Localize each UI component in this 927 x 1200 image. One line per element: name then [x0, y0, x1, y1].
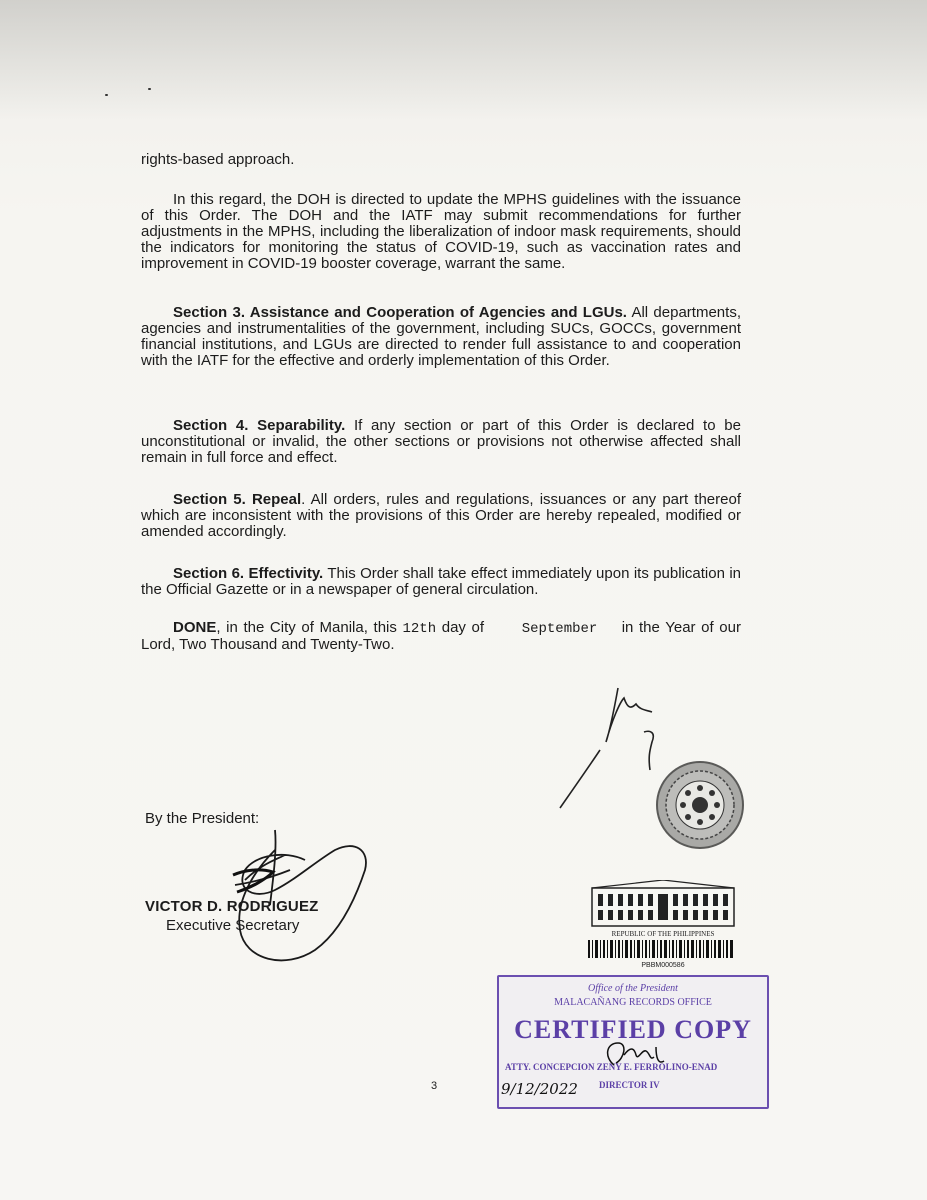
section-3-body: All departments, agencies and instrumentalities of the government, including SUCs, GOCCs, government financial institutions, and LGUs are directed to render full assistance to and cooperation with the IATF for the effective and orderly implementation of this Order.	[141, 304, 741, 369]
section-4-heading: Section 4. Separability.	[173, 417, 346, 434]
section-5	[141, 492, 741, 540]
official-seal	[655, 760, 745, 850]
section-5-body: . All orders, rules and regulations, issuances or any part thereof which are inconsistent with the provisions of this Order are hereby repealed, modified or amended accordingly.	[141, 491, 741, 540]
by-president-label: By the President:	[145, 810, 260, 827]
stamp-office-line: Office of the President	[588, 983, 678, 994]
scan-shadow	[0, 0, 927, 120]
secretary-signature	[215, 810, 385, 980]
continuation-text: rights-based approach.	[141, 151, 295, 168]
section-5-heading: Section 5. Repeal	[173, 491, 302, 508]
section-4	[141, 418, 741, 466]
stamp-attorney-name: ATTY. CONCEPCION ZENY E. FERROLINO-ENAD	[505, 1062, 718, 1072]
stamp-director-title: DIRECTOR IV	[599, 1080, 660, 1090]
scan-speck	[105, 94, 108, 96]
malacanang-building-stamp	[588, 880, 738, 970]
section-6	[141, 566, 741, 598]
done-text-2: day of	[436, 619, 490, 636]
done-day: 12th	[402, 621, 437, 637]
building-caption: REPUBLIC OF THE PHILIPPINES	[611, 930, 715, 938]
done-word: DONE	[173, 619, 217, 636]
barcode-number: PBBM000586	[641, 962, 685, 969]
regard-text: In this regard, the DOH is directed to update the MPHS guidelines with the issuance of this Order. The DOH and the IATF may submit recommendations for further adjustments in the MPHS, including the liberalization of indoor mask requirements, should the indicators for monitoring the status of COVID-19, such as vaccination rates and improvement in COVID-19 booster coverage, warrant the same.	[141, 191, 741, 272]
paragraph-regard	[141, 192, 741, 272]
section-4-body: If any section or part of this Order is declared to be unconstitutional or invalid, the other sections or provisions not otherwise affected shall remain in full force and effect.	[141, 417, 741, 466]
done-text-1: , in the City of Manila, this	[216, 619, 403, 636]
certified-copy-stamp	[497, 975, 769, 1109]
stamp-certified-copy: CERTIFIED COPY	[514, 1015, 752, 1044]
signer-title: Executive Secretary	[166, 917, 300, 934]
page-number: 3	[431, 1080, 438, 1092]
scan-speck	[148, 88, 151, 90]
stamp-signature	[594, 1037, 674, 1072]
handwritten-date	[497, 1072, 587, 1102]
handwritten-date-text: 9/12/2022	[501, 1080, 578, 1098]
section-3-heading: Section 3. Assistance and Cooperation of Agencies and LGUs.	[173, 304, 627, 321]
done-text-3: in the Year of our Lord, Two Thousand and Twenty-Two.	[141, 619, 741, 653]
section-3	[141, 305, 741, 369]
done-month: September	[521, 621, 598, 637]
done-clause	[141, 620, 741, 653]
section-6-body: This Order shall take effect immediately upon its publication in the Official Gazette or in a newspaper of general circulation.	[141, 565, 742, 598]
stamp-records-office: MALACAÑANG RECORDS OFFICE	[554, 997, 712, 1008]
section-6-heading: Section 6. Effectivity.	[173, 565, 324, 582]
signer-name: VICTOR D. RODRIGUEZ	[145, 898, 319, 915]
paragraph-continuation	[141, 152, 741, 168]
